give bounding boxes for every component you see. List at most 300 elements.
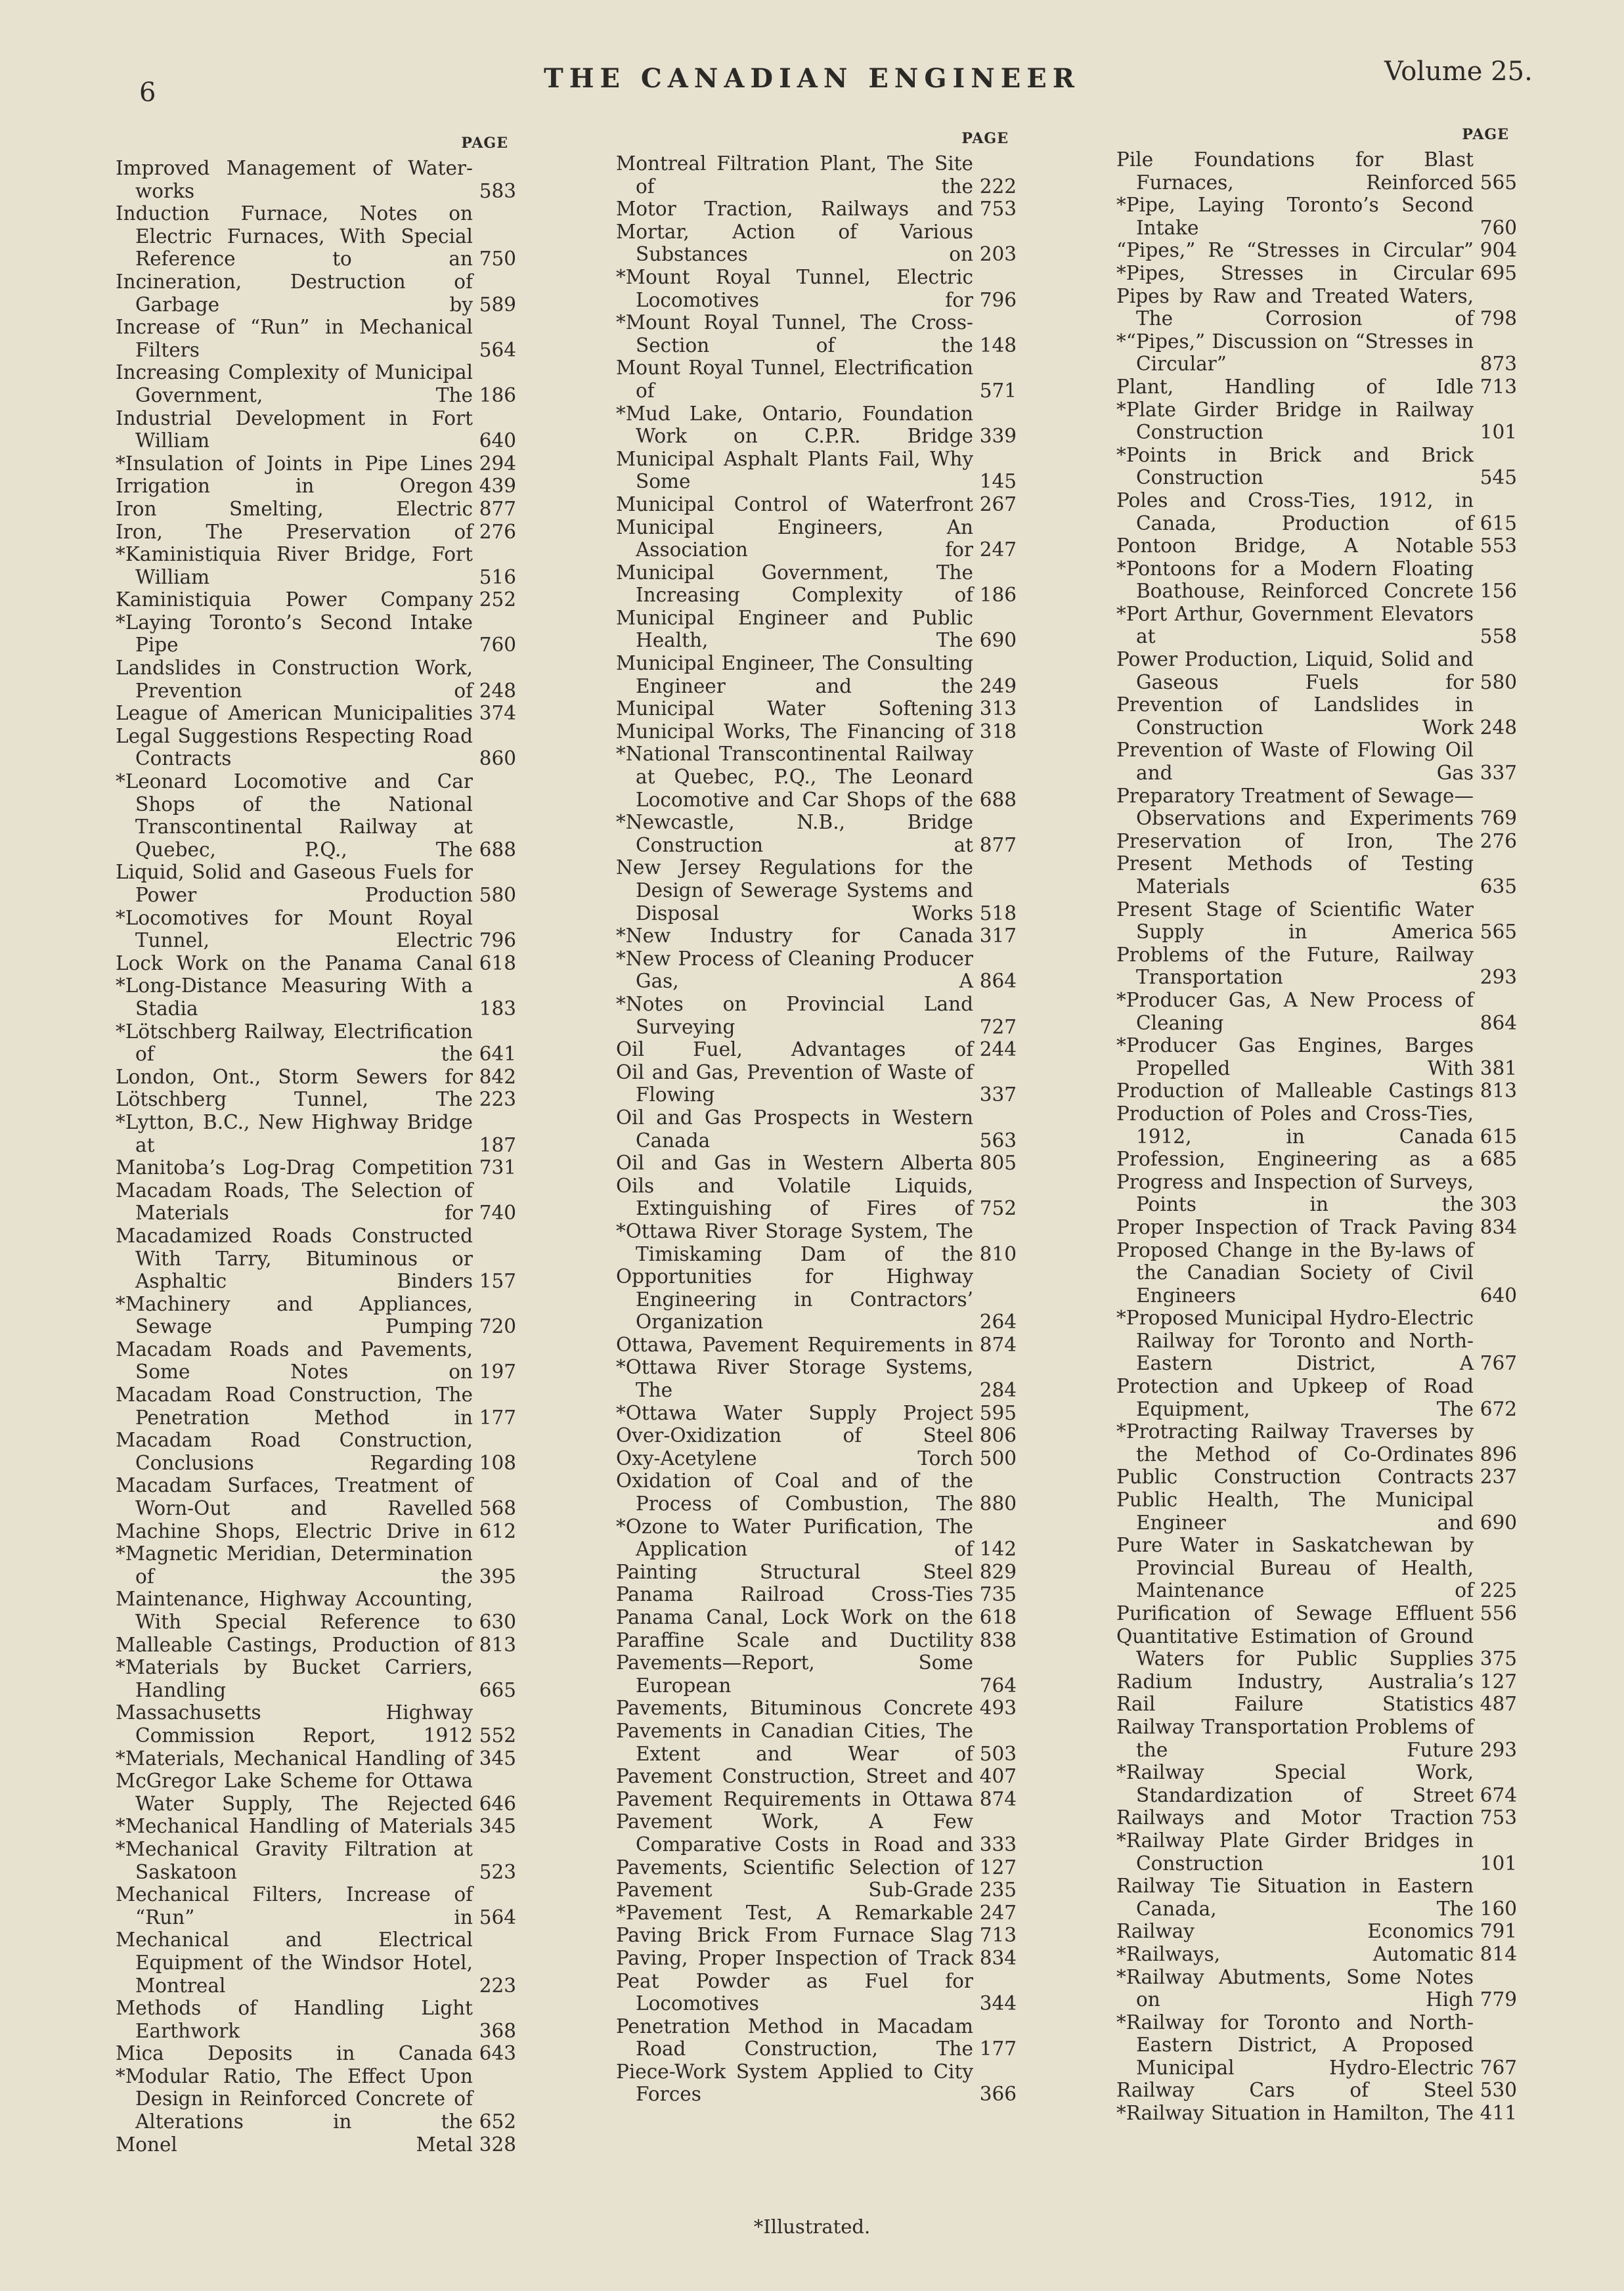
- index-entry-title: Plant, Handling of Idle: [1116, 375, 1474, 398]
- index-entry: [1116, 1806, 1517, 1829]
- index-entry-page: 225: [1480, 1579, 1517, 1602]
- index-entry-title: *Pavement Test, A Remarkable: [616, 1901, 973, 1924]
- index-entry-page: 690: [1480, 1511, 1517, 1534]
- index-entry: [116, 521, 516, 544]
- index-entry-title: Lock Work on the Panama Canal: [116, 951, 473, 974]
- index-entry: [616, 1810, 1017, 1856]
- index-entry-page: 108: [479, 1451, 516, 1474]
- index-entry-page: 345: [479, 1815, 516, 1838]
- index-entry-title: Monel Metal: [116, 2133, 473, 2156]
- index-entry-title: *Railway for Toronto and North-Eastern District, A Proposed Municipal Hydro-Electric: [1116, 2011, 1474, 2079]
- index-entry-title: Macadamized Roads Constructed With Tarry, Bituminous or Asphaltic Binders: [116, 1224, 473, 1293]
- index-entry: [616, 516, 1017, 561]
- index-entry-page: 643: [479, 2042, 516, 2065]
- index-entry-page: 635: [1480, 875, 1517, 898]
- index-entry: [1116, 1420, 1517, 1466]
- index-entry-page: 101: [1480, 421, 1517, 444]
- index-entry-title: Irrigation in Oregon: [116, 475, 473, 498]
- index-entry-page: 805: [979, 1152, 1017, 1175]
- index-entry-page: 564: [479, 1906, 516, 1929]
- index-entry-page: 248: [479, 679, 516, 702]
- index-entry: [616, 743, 1017, 811]
- index-entry-page: 545: [1480, 466, 1517, 489]
- index-entry: [116, 271, 516, 316]
- index-entry-title: Motor Traction, Railways and: [616, 198, 973, 221]
- index-entry: [116, 1747, 516, 1770]
- index-entry: [1116, 399, 1517, 444]
- index-entry-title: Maintenance, Highway Accounting, With Special Reference to: [116, 1588, 473, 1633]
- index-entry: [116, 588, 516, 611]
- index-entry-page: 487: [1480, 1693, 1517, 1716]
- index-entry-page: 615: [1480, 512, 1517, 535]
- index-entry: [1116, 489, 1517, 535]
- index-entry: [616, 1629, 1017, 1652]
- index-entry: [1116, 1761, 1517, 1806]
- index-entry-page: 652: [479, 2110, 516, 2133]
- journal-title: THE CANADIAN ENGINEER: [543, 63, 1081, 94]
- index-entry-page: 565: [1480, 171, 1517, 194]
- index-entry: [616, 493, 1017, 516]
- index-entry-title: Preparatory Treatment of Sewage—Observations and Experiments: [1116, 784, 1474, 830]
- index-entry-page: 752: [979, 1197, 1017, 1220]
- index-entry: [116, 611, 516, 657]
- index-entry: [1116, 330, 1517, 376]
- index-entry: [116, 1338, 516, 1384]
- index-entry: [616, 1447, 1017, 1470]
- index-entry: [1116, 1080, 1517, 1102]
- index-entry-title: Increase of “Run” in Mechanical Filters: [116, 316, 473, 361]
- index-entry-title: *Ottawa River Storage Systems, The: [616, 1356, 973, 1402]
- index-entry-title: Piece-Work System Applied to City Forces: [616, 2060, 973, 2106]
- index-entry-page: 203: [979, 243, 1017, 266]
- index-entry-page: 328: [479, 2133, 516, 2156]
- index-entry-title: *Leonard Locomotive and Car Shops of the National Transcontinental Railway at Quebec, P.Q., The: [116, 770, 473, 861]
- index-entry: [1116, 1943, 1517, 1966]
- index-entry-title: Pavement Construction, Street and: [616, 1765, 973, 1788]
- index-entry: [616, 1924, 1017, 1947]
- index-entry: [1116, 648, 1517, 693]
- index-entry-title: *Railway Special Work, Standardization of Street: [1116, 1761, 1474, 1806]
- index-entry: [616, 1175, 1017, 1220]
- index-entry-title: Municipal Water Softening: [616, 697, 973, 720]
- index-entry-title: Penetration Method in Macadam Road Construction, The: [616, 2015, 973, 2061]
- index-entry: [116, 1588, 516, 1633]
- index-entry-title: Railway Economics: [1116, 1920, 1474, 1943]
- index-entry: [1116, 1216, 1517, 1239]
- index-entry: [1116, 239, 1517, 262]
- index-entry-title: Railway Cars of Steel: [1116, 2079, 1474, 2102]
- index-entry-page: 618: [479, 951, 516, 974]
- index-entry: [116, 1111, 516, 1156]
- index-entry-page: 313: [979, 697, 1017, 720]
- index-entry-title: Public Construction Contracts: [1116, 1466, 1474, 1489]
- index-entry-title: Municipal Works, The Financing of: [616, 720, 973, 743]
- index-entry-title: Present Stage of Scientific Water Supply in America: [1116, 898, 1474, 944]
- index-entry-title: *Modular Ratio, The Effect Upon Design in Reinforced Concrete of Alterations in the: [116, 2064, 473, 2133]
- index-entry: [1116, 1534, 1517, 1602]
- index-entry-page: 589: [479, 293, 516, 316]
- index-entry-title: Rail Failure Statistics: [1116, 1693, 1474, 1716]
- index-entry: [616, 1720, 1017, 1765]
- index-entry-page: 248: [1480, 716, 1517, 739]
- index-entry: [116, 361, 516, 406]
- index-entry-page: 713: [1480, 375, 1517, 398]
- index-entry-page: 267: [979, 492, 1017, 515]
- index-column-1: [116, 135, 516, 2156]
- index-entry-page: 518: [979, 902, 1017, 925]
- index-entry-title: *“Pipes,” Discussion on “Stresses in Circular”: [1116, 330, 1474, 376]
- index-entry: [616, 1788, 1017, 1811]
- index-entry: [116, 1542, 516, 1588]
- index-entry-title: *Machinery and Appliances, Sewage Pumping: [116, 1292, 473, 1338]
- index-entry-title: *Railways, Automatic: [1116, 1942, 1474, 1965]
- index-entry: [116, 770, 516, 861]
- index-entry-page: 337: [1480, 762, 1517, 785]
- index-entry-title: Railway Transportation Problems of the Future: [1116, 1715, 1474, 1761]
- index-entry-page: 148: [979, 334, 1017, 357]
- index-entry-title: Mechanical and Electrical Equipment of the Windsor Hotel, Montreal: [116, 1929, 473, 1997]
- index-entry-page: 646: [479, 1792, 516, 1815]
- index-entry-page: 760: [1480, 216, 1517, 239]
- index-entry-page: 530: [1480, 2079, 1517, 2102]
- index-entry-title: “Pipes,” Re “Stresses in Circular”: [1116, 239, 1474, 262]
- index-entry-page: 688: [479, 838, 516, 861]
- index-entry: [116, 1066, 516, 1089]
- index-entry-page: 407: [979, 1765, 1017, 1788]
- index-entry-title: *Magnetic Meridian, Determination of the: [116, 1542, 473, 1588]
- index-entry-page: 558: [1480, 625, 1517, 648]
- index-entry-title: Municipal Asphalt Plants Fail, Why Some: [616, 447, 973, 493]
- index-entry-page: 516: [479, 565, 516, 588]
- index-entry-title: *Lötschberg Railway, Electrification of the: [116, 1020, 473, 1066]
- index-entry-page: 366: [979, 2083, 1017, 2106]
- index-entry-title: Production of Malleable Castings: [1116, 1080, 1474, 1102]
- index-entry-title: Macadam Roads, The Selection of Materials for: [116, 1179, 473, 1225]
- index-entry: [1116, 1693, 1517, 1716]
- index-entry-page: 641: [479, 1043, 516, 1066]
- index-entry-page: 842: [479, 1065, 516, 1088]
- index-entry-page: 564: [479, 338, 516, 361]
- index-entry-page: 252: [479, 588, 516, 611]
- index-entry-page: 186: [979, 584, 1017, 607]
- index-entry-page: 249: [979, 674, 1017, 697]
- index-entry-title: *Insulation of Joints in Pipe Lines: [116, 452, 473, 475]
- index-entry-title: Iron Smelting, Electric: [116, 497, 473, 520]
- index-entry-title: Macadam Road Construction, The Penetration Method in: [116, 1384, 473, 1429]
- index-entry-title: Incineration, Destruction of Garbage by: [116, 270, 473, 316]
- index-entry-page: 580: [479, 884, 516, 906]
- index-entry-title: Panama Railroad Cross-Ties: [616, 1583, 973, 1606]
- index-entry: [616, 1765, 1017, 1788]
- index-entry-page: 374: [479, 702, 516, 725]
- index-entry: [616, 448, 1017, 493]
- index-entry-title: *Points in Brick and Brick Construction: [1116, 443, 1474, 489]
- volume-label: Volume 25.: [1384, 56, 1533, 87]
- index-entry-title: Proposed Change in the By-laws of the Canadian Society of Civil Engineers: [1116, 1238, 1474, 1307]
- index-entry-title: McGregor Lake Scheme for Ottawa Water Supply, The Rejected: [116, 1770, 473, 1815]
- index-entry: [116, 2133, 516, 2156]
- index-entry: [616, 1902, 1017, 1925]
- index-entry-title: *Notes on Provincial Land Surveying: [616, 992, 973, 1038]
- index-entry-title: *Proposed Municipal Hydro-Electric Railway for Toronto and North-Eastern District, A: [1116, 1307, 1474, 1375]
- index-entry-page: 720: [479, 1315, 516, 1338]
- index-entry-page: 672: [1480, 1397, 1517, 1420]
- index-entry-page: 685: [1480, 1148, 1517, 1171]
- index-entry-title: *New Industry for Canada: [616, 925, 973, 948]
- index-entry-title: *Materials by Bucket Carriers, Handling: [116, 1656, 473, 1701]
- index-entry-title: Pavement Work, A Few Comparative Costs in Road and: [616, 1810, 973, 1856]
- index-entry-title: Oil and Gas Prospects in Western Canada: [616, 1106, 973, 1152]
- index-entry-title: Public Health, The Municipal Engineer and: [1116, 1489, 1474, 1534]
- index-entry-page: 834: [1480, 1215, 1517, 1238]
- index-entry-title: Massachusetts Highway Commission Report, 1912: [116, 1701, 473, 1747]
- index-entry: [1116, 262, 1517, 285]
- index-entry-page: 580: [1480, 670, 1517, 693]
- index-entry: [616, 1424, 1017, 1447]
- index-entry: [616, 697, 1017, 720]
- index-entry: [1116, 785, 1517, 830]
- index-entry-page: 223: [479, 1974, 516, 1997]
- index-entry: [1116, 603, 1517, 648]
- index-entry: [1116, 194, 1517, 239]
- index-entry: [616, 152, 1017, 198]
- index-entry-page: 880: [979, 1493, 1017, 1516]
- index-entry-page: 294: [479, 452, 516, 475]
- index-entry-page: 571: [979, 379, 1017, 402]
- index-entry: [1116, 944, 1517, 989]
- index-entry-title: *Ozone to Water Purification, The Application of: [616, 1515, 973, 1561]
- index-entry-page: 753: [979, 198, 1017, 221]
- index-entry: [116, 1156, 516, 1179]
- index-column-2: [616, 130, 1017, 2106]
- index-entry-page: 127: [979, 1856, 1017, 1879]
- index-entry: [1116, 1375, 1517, 1420]
- index-entry: [116, 1883, 516, 1929]
- index-entry: [616, 1356, 1017, 1401]
- index-entry-page: 293: [1480, 1738, 1517, 1761]
- index-entry-title: *Railway Situation in Hamilton, The: [1116, 2102, 1474, 2125]
- index-entry: [116, 725, 516, 770]
- index-entry-title: *National Transcontinental Railway at Quebec, P.Q., The Leonard Locomotive and Car Shops of the: [616, 743, 973, 811]
- index-entry: [116, 407, 516, 452]
- index-entry: [1116, 1466, 1517, 1489]
- page-column-heading: PAGE: [461, 135, 508, 152]
- index-entry-title: Pavements, Scientific Selection of: [616, 1856, 973, 1879]
- index-entry: [116, 475, 516, 498]
- index-entry: [1116, 1966, 1517, 2011]
- index-entry: [616, 1402, 1017, 1425]
- index-entry: [1116, 830, 1517, 853]
- index-entry-page: 727: [979, 1015, 1017, 1038]
- index-entry-title: Railway Tie Situation in Eastern Canada, The: [1116, 1875, 1474, 1920]
- index-entry: [616, 1334, 1017, 1357]
- index-entry-page: 813: [479, 1633, 516, 1656]
- index-entry-page: 247: [979, 1901, 1017, 1924]
- index-entry-title: Pavement Sub-Grade: [616, 1879, 973, 1902]
- index-entry: [1116, 1239, 1517, 1307]
- index-entry: [1116, 898, 1517, 944]
- index-entry: [616, 948, 1017, 993]
- index-entry-title: London, Ont., Storm Sewers for: [116, 1065, 473, 1088]
- index-entry-title: Radium Industry, Australia’s: [1116, 1670, 1474, 1693]
- index-entry-title: *Plate Girder Bridge in Railway Construction: [1116, 398, 1474, 444]
- index-entry-title: Macadam Surfaces, Treatment of Worn-Out and Ravelled: [116, 1474, 473, 1520]
- index-entry: [616, 1061, 1017, 1106]
- index-entry-title: *Mount Royal Tunnel, Electric Locomotives for: [616, 265, 973, 311]
- index-entry-page: 556: [1480, 1602, 1517, 1625]
- index-entry-page: 877: [979, 833, 1017, 856]
- index-entry-title: *Newcastle, N.B., Bridge Construction at: [616, 811, 973, 856]
- index-entry: [116, 1088, 516, 1111]
- index-entry-title: *Materials, Mechanical Handling of: [116, 1747, 473, 1770]
- index-entry: [616, 1152, 1017, 1175]
- index-entry-page: 333: [979, 1833, 1017, 1856]
- index-entry: [1116, 1102, 1517, 1148]
- index-entry-page: 764: [979, 1674, 1017, 1697]
- index-entry: [616, 993, 1017, 1038]
- footnote: *Illustrated.: [753, 2215, 871, 2238]
- index-entry: [116, 861, 516, 906]
- index-entry-page: 904: [1480, 239, 1517, 262]
- index-entry-title: Macadam Road Construction, Conclusions Regarding: [116, 1429, 473, 1474]
- index-entry-page: 615: [1480, 1125, 1517, 1148]
- index-entry: [616, 925, 1017, 948]
- index-entry-page: 503: [979, 1742, 1017, 1765]
- index-entry: [616, 266, 1017, 311]
- index-entry: [616, 1697, 1017, 1720]
- index-entry: [116, 1929, 516, 1997]
- index-entry-title: Prevention of Landslides in Construction Work: [1116, 693, 1474, 739]
- index-entry-title: Oxy-Acetylene Torch: [616, 1447, 973, 1470]
- index-entry-title: Iron, The Preservation of: [116, 520, 473, 543]
- index-entry: [1116, 557, 1517, 603]
- index-entry: [616, 198, 1017, 221]
- index-entry: [1116, 535, 1517, 557]
- index-entry-title: Ottawa, Pavement Requirements in: [616, 1333, 973, 1356]
- index-entry-page: 896: [1480, 1443, 1517, 1466]
- index-entry: [116, 1429, 516, 1474]
- index-entry-title: Machine Shops, Electric Drive in: [116, 1519, 473, 1542]
- index-entry: [116, 316, 516, 361]
- index-entry: [116, 1838, 516, 1883]
- index-entry-title: Pavements in Canadian Cities, The Extent and Wear of: [616, 1719, 973, 1765]
- index-entry-title: Legal Suggestions Respecting Road Contracts: [116, 724, 473, 770]
- index-entry: [616, 1651, 1017, 1697]
- index-entry: [116, 1997, 516, 2042]
- index-entry: [1116, 1670, 1517, 1693]
- index-entry-page: 731: [479, 1156, 516, 1179]
- index-entry-title: Methods of Handling Light Earthwork: [116, 1997, 473, 2042]
- index-entry-title: Malleable Castings, Production of: [116, 1633, 473, 1656]
- page-column-heading: PAGE: [1462, 126, 1509, 143]
- index-entry-title: Pavements, Bituminous Concrete: [616, 1697, 973, 1720]
- index-entry-page: 237: [1480, 1466, 1517, 1489]
- index-entry-title: Railways and Motor Traction: [1116, 1806, 1474, 1829]
- index-entry-title: Industrial Development in Fort William: [116, 406, 473, 452]
- index-entry-title: *Railway Plate Girder Bridges in Construction: [1116, 1829, 1474, 1875]
- index-entry-title: Poles and Cross-Ties, 1912, in Canada, Production of: [1116, 489, 1474, 535]
- index-entry: [116, 1020, 516, 1066]
- index-entry-title: Lötschberg Tunnel, The: [116, 1088, 473, 1111]
- index-entry-page: 630: [479, 1611, 516, 1633]
- index-entry-page: 814: [1480, 1942, 1517, 1965]
- index-entry-title: *Locomotives for Mount Royal Tunnel, Electric: [116, 906, 473, 952]
- index-entry-title: Production of Poles and Cross-Ties, 1912, in Canada: [1116, 1102, 1474, 1148]
- index-entry: [616, 1947, 1017, 1970]
- index-entry: [116, 1384, 516, 1429]
- index-entry-title: Macadam Roads and Pavements, Some Notes on: [116, 1338, 473, 1384]
- index-entry-title: Painting Structural Steel: [616, 1560, 973, 1583]
- index-entry: [1116, 444, 1517, 489]
- index-entry-page: 796: [479, 929, 516, 952]
- index-entry-page: 695: [1480, 261, 1517, 284]
- index-entry-page: 769: [1480, 807, 1517, 830]
- index-entry-page: 767: [1480, 2056, 1517, 2079]
- index-entry-title: Pavement Requirements in Ottawa: [616, 1787, 973, 1810]
- index-entry-page: 760: [479, 634, 516, 657]
- index-entry-page: 197: [479, 1361, 516, 1384]
- index-entry-title: *Mechanical Handling of Materials: [116, 1815, 473, 1838]
- index-entry: [616, 357, 1017, 402]
- index-entry-title: *Producer Gas, A New Process of Cleaning: [1116, 988, 1474, 1034]
- index-entry-page: 339: [979, 425, 1017, 448]
- index-entry-page: 552: [479, 1724, 516, 1747]
- index-entry-page: 157: [479, 1270, 516, 1293]
- index-entry-page: 222: [979, 175, 1017, 198]
- index-entry-page: 500: [979, 1447, 1017, 1470]
- index-entry-page: 713: [979, 1924, 1017, 1947]
- index-entry-title: Mica Deposits in Canada: [116, 2042, 473, 2065]
- index-entry: [616, 1265, 1017, 1334]
- index-entry: [116, 202, 516, 271]
- index-entry-title: Municipal Engineers, An Association for: [616, 515, 973, 561]
- index-entry-page: 375: [1480, 1647, 1517, 1670]
- index-entry: [616, 2015, 1017, 2061]
- index-entry-page: 740: [479, 1202, 516, 1225]
- page-column-heading: PAGE: [961, 130, 1009, 147]
- index-entry: [116, 1815, 516, 1838]
- index-entry-page: 810: [979, 1242, 1017, 1265]
- index-entry-title: Oil and Gas in Western Alberta: [616, 1152, 973, 1175]
- index-entry-page: 127: [1480, 1670, 1517, 1693]
- index-entry-page: 779: [1480, 1988, 1517, 2011]
- index-entry-title: *Mechanical Gravity Filtration at Saskatoon: [116, 1837, 473, 1883]
- index-entry-page: 276: [1480, 829, 1517, 852]
- index-entry-title: Municipal Government, The Increasing Complexity of: [616, 561, 973, 607]
- index-entry-page: 183: [479, 997, 516, 1020]
- index-entry-title: League of American Municipalities: [116, 702, 473, 725]
- index-entry: [616, 1583, 1017, 1606]
- index-entry-page: 235: [979, 1879, 1017, 1902]
- index-entry: [1116, 148, 1517, 194]
- index-entry-page: 618: [979, 1606, 1017, 1628]
- index-entry: [1116, 1148, 1517, 1171]
- index-entry-page: 735: [979, 1583, 1017, 1606]
- index-entry: [116, 1474, 516, 1519]
- index-entry: [616, 561, 1017, 607]
- index-entry: [1116, 739, 1517, 784]
- index-entry-title: Landslides in Construction Work, Prevention of: [116, 657, 473, 702]
- index-entry: [1116, 1034, 1517, 1080]
- index-entry-page: 864: [979, 970, 1017, 993]
- index-entry-title: Increasing Complexity of Municipal Government, The: [116, 361, 473, 406]
- index-entry-title: Protection and Upkeep of Road Equipment, The: [1116, 1375, 1474, 1420]
- index-entry-title: Over-Oxidization of Steel: [616, 1424, 973, 1447]
- index-entry: [616, 1220, 1017, 1265]
- index-entry-page: 563: [979, 1129, 1017, 1152]
- index-entry-page: 688: [979, 788, 1017, 811]
- index-entry: [616, 652, 1017, 697]
